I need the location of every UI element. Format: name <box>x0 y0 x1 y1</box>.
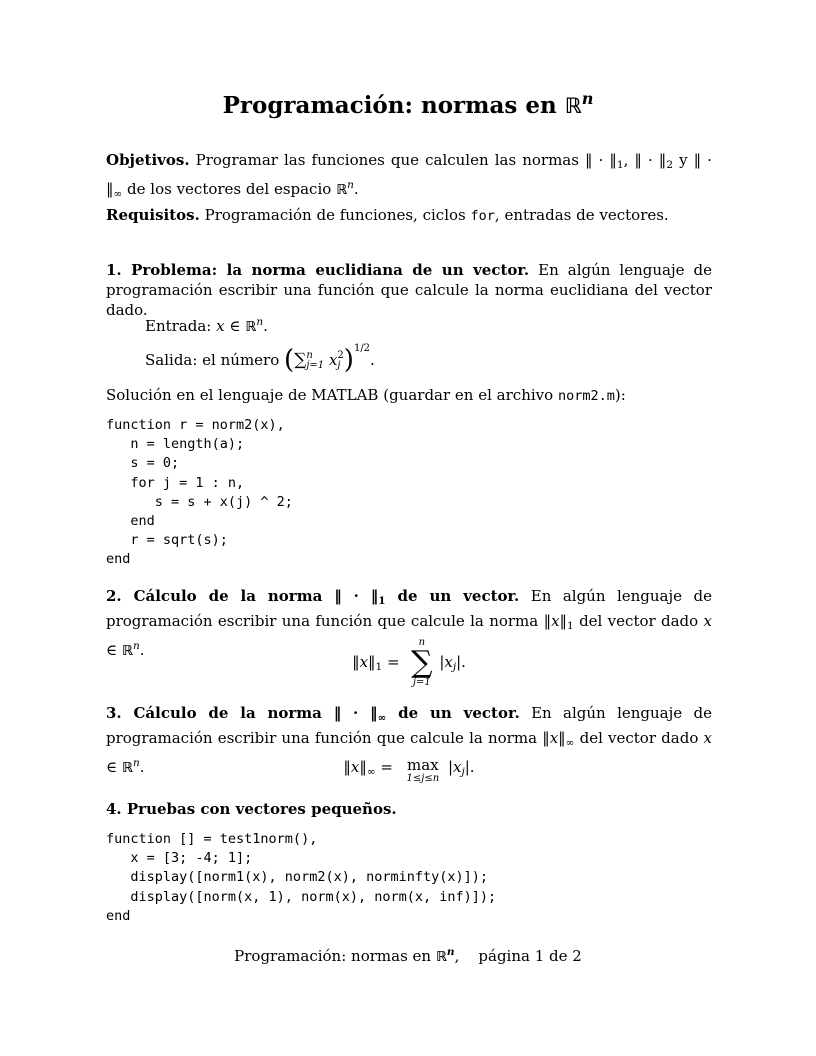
requisitos-text-b: , entradas de vectores. <box>494 206 669 224</box>
problem1-x-sup: 2 <box>337 350 344 361</box>
requisitos-text-a: Programación de funciones, ciclos <box>204 206 466 224</box>
objetivos-norminf-sub: ∞ <box>113 188 123 201</box>
footer-exp: n <box>446 946 455 958</box>
objetivos-norm1-sub: 1 <box>616 159 624 172</box>
problem2-formula-term-sub: j <box>452 661 457 674</box>
problem1-solution-line <box>106 385 712 406</box>
problem3-period: . <box>139 758 145 777</box>
problem4-code-block: function [] = test1norm(), x = [3; -4; 1]; display([norm1(x), norm2(x), norminfty(x)]); display([norm(x, 1), norm(x), norm(x, inf)]); end <box>106 831 497 924</box>
problem2-exp: n <box>132 640 140 653</box>
problem1-solution-a: Solución en el lenguaje de MATLAB (guardar en el archivo <box>106 386 554 404</box>
objetivos-exp: n <box>347 179 354 192</box>
problem2-formula <box>106 638 712 688</box>
problem3-text-b: del vector dado <box>579 729 699 748</box>
problem2-label-sub: 1 <box>378 595 386 608</box>
problem3-max-word: max <box>407 756 439 774</box>
problem3-formula <box>106 758 712 784</box>
problem3-norm: ‖x‖ <box>542 729 566 748</box>
problem3-formula-term-sub: j <box>461 766 465 779</box>
problem1-output-line: Salida: el número (∑ n j=1 x 2 j )$^{1/2}$. <box>145 343 375 375</box>
problem2-formula-lhs-sub: 1 <box>375 661 383 674</box>
objetivos-text-a: Programar las funciones que calculen las normas <box>195 151 579 169</box>
problem2-norm: ‖x‖ <box>543 612 568 631</box>
problem2-sigma: ∑ <box>411 645 433 680</box>
problem3-max-sub: 1≤j≤n <box>406 773 440 784</box>
problem1-sum-symbol: ∑ <box>294 350 307 370</box>
objetivos-label: Objetivos. <box>106 151 190 169</box>
problem1-output-label: Salida: el número <box>145 351 280 369</box>
problem2-sum-bottom: j=1 <box>412 677 431 688</box>
problem2-norm-sub: 1 <box>567 620 574 633</box>
objetivos-space: ℝ <box>336 181 348 198</box>
page-title <box>0 84 816 121</box>
problem1-input-math: x ∈ <box>216 316 246 335</box>
objetivos-y: y <box>679 151 688 169</box>
problem2-sum-operator <box>411 638 432 688</box>
problem1-sum-sub: j=1 <box>306 360 325 371</box>
problem3-vec: x ∈ <box>106 729 712 777</box>
problem3-formula-lhs: ‖x‖ <box>343 758 367 776</box>
objetivos-text-b: de los vectores del espacio <box>127 179 332 198</box>
problem1-solution-b: ): <box>614 386 626 404</box>
problem2-sum-top: n <box>418 637 426 648</box>
problem1-input-label: Entrada: <box>145 316 212 335</box>
objetivos-norm2-sub: 2 <box>666 159 673 172</box>
problem3-formula-term: |x <box>447 758 462 776</box>
problem1-sum-limits <box>306 351 324 371</box>
title-exp: n <box>581 89 594 108</box>
objetivos-sep: , <box>623 151 629 169</box>
problem1-text: En algún lenguaje de programación escribir una función que calcule la norma euclidiana del vector dado. <box>106 261 712 319</box>
problem2-label <box>106 587 520 608</box>
problem3-formula-eq: = <box>375 758 398 776</box>
problem2-vec: x ∈ <box>106 612 712 660</box>
problem2-label-text: 2. Cálculo de la norma ‖ · ‖ <box>106 587 379 605</box>
problem3-label-tail: de un vector. <box>398 704 520 722</box>
objetivos-norm1: ‖ · ‖ <box>585 151 617 169</box>
problem2-period: . <box>139 641 145 660</box>
problem2-space: ℝ <box>121 643 133 660</box>
objetivos-paragraph <box>106 150 712 204</box>
problem2-text-b: del vector dado <box>579 612 699 631</box>
problem1-paragraph <box>106 260 712 320</box>
problem3-space: ℝ <box>121 760 133 777</box>
problem1-label: 1. Problema: la norma euclidiana de un vector. <box>106 261 530 279</box>
problem4-paragraph <box>106 799 712 819</box>
problem2-text-a: En algún lenguaje de programación escribir una función que calcule la norma <box>106 587 712 631</box>
problem1-code-block: function r = norm2(x), n = length(a); s = 0; for j = 1 : n, s = s + x(j) ^ 2; end r = sqrt(s); end <box>106 417 293 568</box>
problem1-solution-file: norm2.m <box>557 388 615 404</box>
objetivos-norm2: ‖ · ‖ <box>634 151 667 169</box>
requisitos-paragraph <box>106 205 712 226</box>
requisitos-code: for <box>470 208 495 224</box>
title-text: Programación: normas en <box>222 91 557 119</box>
problem3-norm-sub: ∞ <box>565 737 575 750</box>
title-space: ℝ <box>564 92 582 118</box>
problem2-formula-term-end: |. <box>456 653 466 671</box>
problem1-input-line: Entrada: x ∈ ℝ$^n$. <box>145 316 268 335</box>
problem1-close-paren: ) <box>343 345 354 375</box>
problem3-formula-term-end: |. <box>464 758 475 776</box>
problem4-label: 4. Pruebas con vectores pequeños. <box>106 800 397 818</box>
footer-text-a: Programación: normas en <box>234 946 432 965</box>
problem1-input-space: ℝ <box>245 318 257 335</box>
footer-text-b: , página 1 de 2 <box>454 946 582 965</box>
problem1-x: x <box>328 351 338 369</box>
objetivos-period: . <box>353 179 359 198</box>
problem3-label-sub: ∞ <box>377 712 387 725</box>
problem3-label-text: 3. Cálculo de la norma ‖ · ‖ <box>106 704 378 722</box>
footer-space: ℝ <box>435 948 447 965</box>
problem1-power: 1/2 <box>353 343 371 354</box>
problem3-exp: n <box>132 757 140 770</box>
problem1-sum-sup: n <box>306 350 313 361</box>
problem1-x-sub: j <box>337 360 341 371</box>
problem3-max-operator <box>407 758 440 784</box>
objetivos-norminf: ‖ · ‖ <box>106 151 712 198</box>
requisitos-label: Requisitos. <box>106 206 200 224</box>
problem3-text-a: En algún lenguaje de programación escribir una función que calcule la norma <box>106 704 712 748</box>
problem2-formula-lhs: ‖x‖ <box>352 653 376 671</box>
problem1-open-paren: ( <box>284 345 295 375</box>
problem2-formula-eq: = <box>382 653 405 671</box>
problem2-formula-term: |x <box>439 653 453 671</box>
problem3-formula-lhs-sub: ∞ <box>366 766 376 779</box>
problem2-label-tail: de un vector. <box>397 587 520 605</box>
problem3-label <box>106 704 520 725</box>
page-footer <box>0 946 816 965</box>
problem1-input-exp: n <box>256 316 264 328</box>
